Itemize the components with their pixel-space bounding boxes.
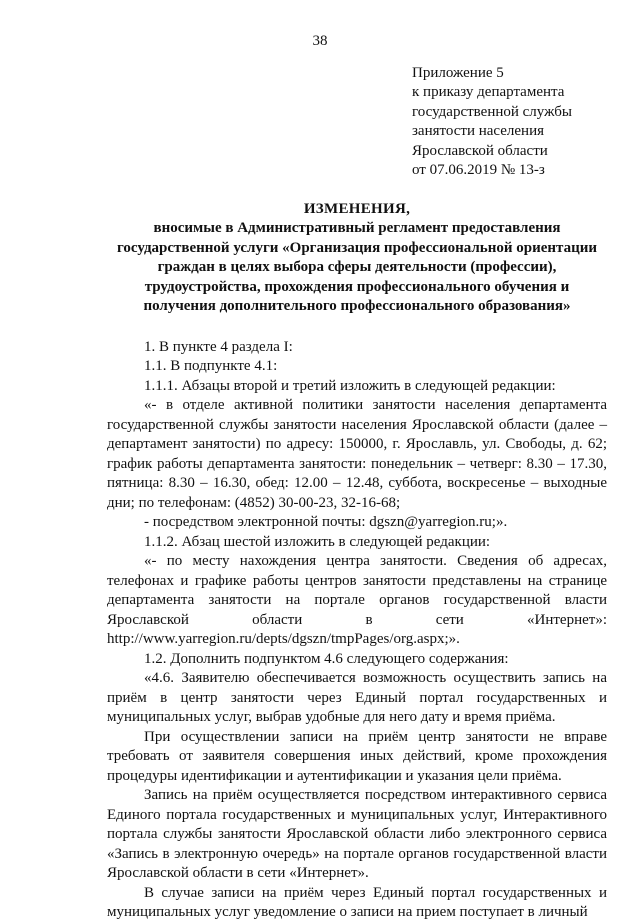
appendix-block [412, 64, 607, 181]
document-title [107, 200, 607, 317]
appendix-line: занятости населения [412, 123, 545, 139]
title-line: государственной услуги «Организация профессиональной ориентации [116, 239, 598, 256]
paragraph: 1.1.1. Абзацы второй и третий изложить в следующей редакции: [144, 377, 556, 394]
paragraph: «- в отделе активной политики занятости населения департамента государственной службы занятости населения Ярославской области (далее – департамент занятости) по адресу: 150000, г. Ярославль, ул. Свободы, д. 62; график работы департамента занятости: понедельник – четверг: 8.30 – 17.30, пятница: 8.30 – 16.30, обед: 12.00 – 12.48, суббота, воскресенье – выходные дни; по телефонам: (4852) 30-00-23, 32-16-68; [107, 397, 607, 511]
title-line: вносимые в Административный регламент предоставления [153, 220, 561, 236]
paragraph: 1.1. В подпункте 4.1: [144, 358, 278, 374]
paragraph: 1.2. Дополнить подпунктом 4.6 следующего содержания: [144, 650, 509, 667]
paragraph: При осуществлении записи на приём центр занятости не вправе требовать от заявителя совершения иных действий, кроме прохождения процедуры идентификации и аутентификации и указания цели приёма. [107, 728, 607, 784]
appendix-line: от 07.06.2019 № 13-з [412, 162, 545, 178]
paragraph: «- по месту нахождения центра занятости. Сведения об адресах, телефонах и графике работы центров занятости представлены на странице департамента занятости на портале органов государственной власти Ярославской области в сети «Интернет»: http://www.yarregion.ru/depts/dgszn/tmpPages/org.aspx;». [107, 553, 607, 647]
title-line: трудоустройства, прохождения профессионального обучения и [144, 278, 570, 295]
paragraph-email: - посредством электронной почты: dgszn@yarregion.ru;». [144, 514, 508, 530]
appendix-line: Приложение 5 [412, 64, 504, 81]
title-line: получения дополнительного профессионального образования» [143, 298, 571, 314]
title-main: ИЗМЕНЕНИЯ, [303, 200, 411, 217]
paragraph: 1. В пункте 4 раздела I: [144, 338, 293, 355]
paragraph: В случае записи на приём через Единый портал государственных и муниципальных услуг уведомление о записи на прием поступает в личный [107, 884, 607, 920]
paragraph: «4.6. Заявителю обеспечивается возможность осуществить запись на приём в центр занятости через Единый портал государственных и муниципальных услуг, выбрав удобные для него дату и время приёма. [107, 670, 607, 725]
document-body [107, 338, 607, 923]
paragraph: 1.1.2. Абзац шестой изложить в следующей редакции: [144, 533, 491, 550]
title-line: граждан в целях выбора сферы деятельности (профессии), [157, 259, 557, 275]
appendix-line: Ярославской области [412, 142, 548, 159]
appendix-line: государственной службы [412, 103, 572, 120]
paragraph: Запись на приём осуществляется посредством интерактивного сервиса Единого портала государственных и муниципальных услуг, Интерактивного портала службы занятости Ярославской области либо электронного сервиса «Запись в электронную очередь» на портале органов государственной власти Ярославской области в сети «Интернет». [107, 787, 607, 881]
appendix-line: к приказу департамента [412, 84, 565, 100]
page-number: 38 [312, 33, 328, 49]
